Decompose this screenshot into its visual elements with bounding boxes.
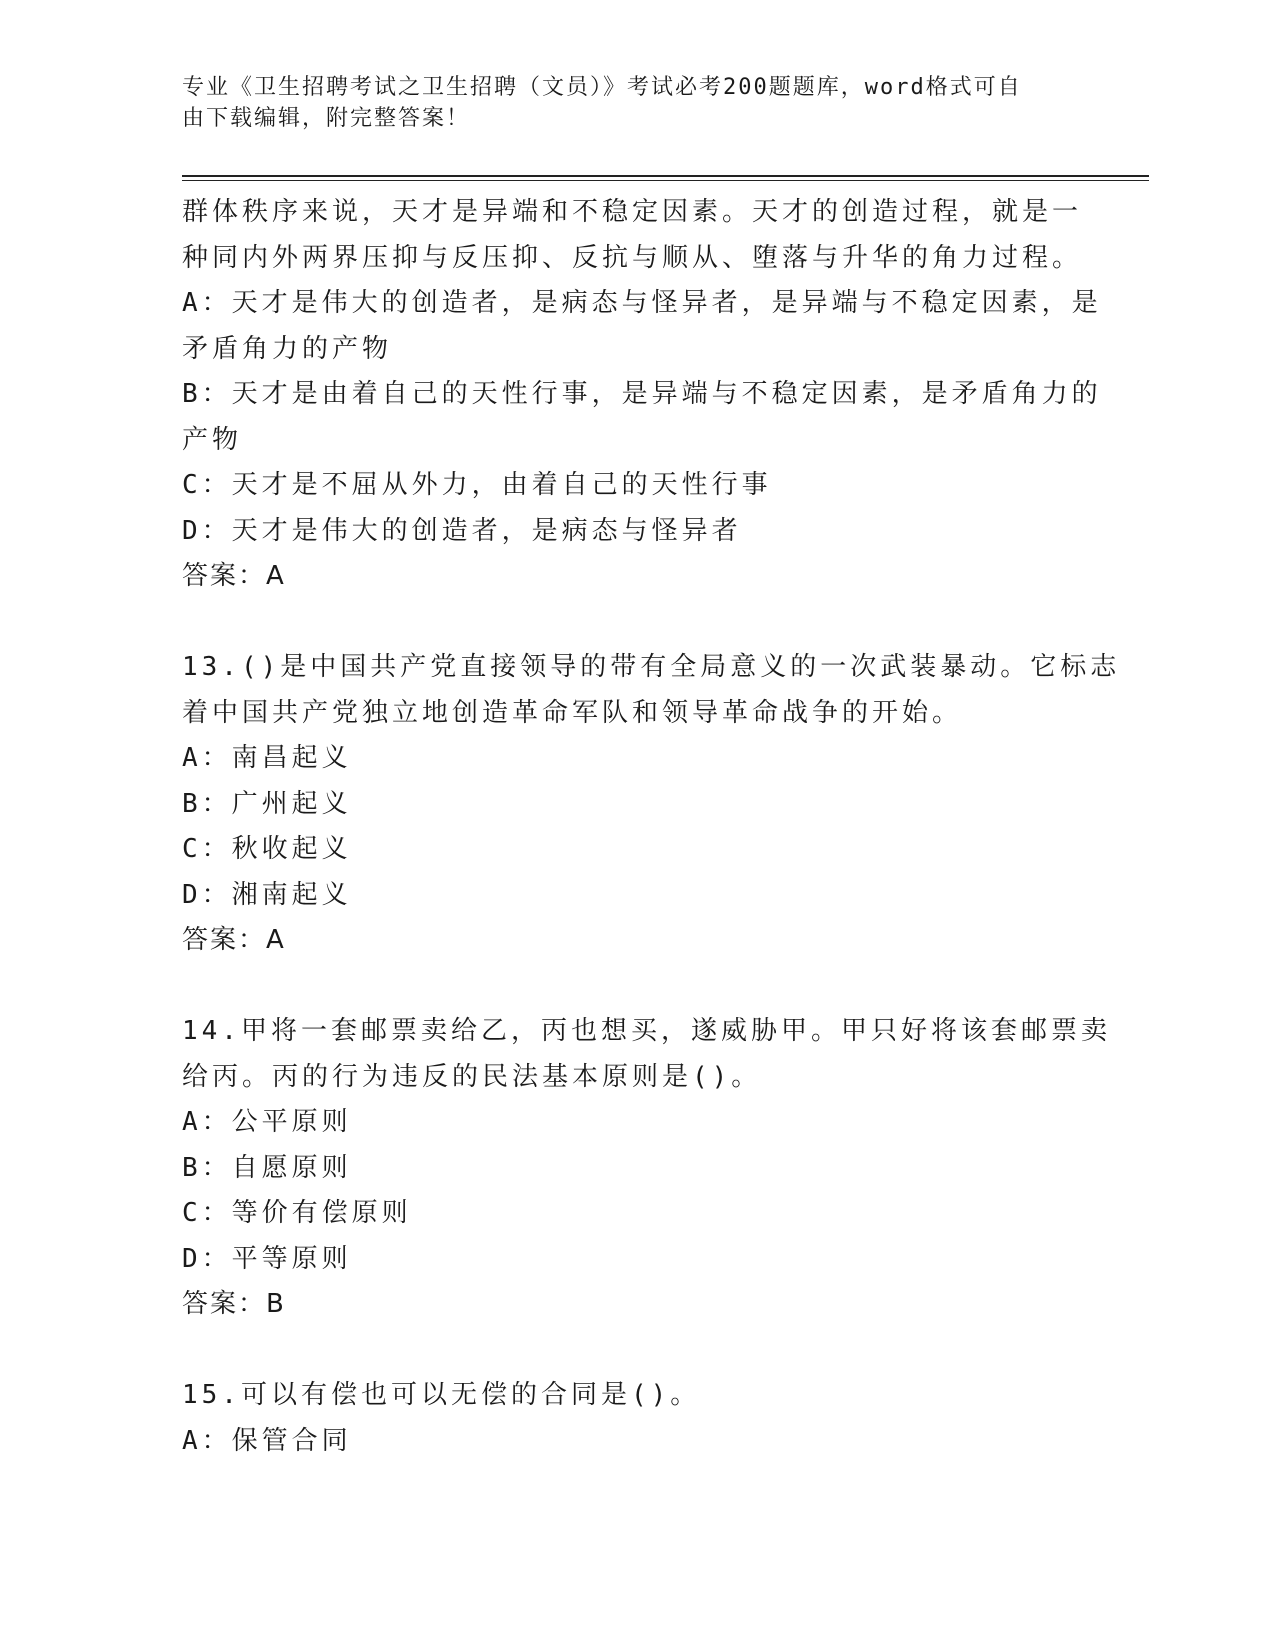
option-b-line: B：天才是由着自己的天性行事，是异端与不稳定因素，是矛盾角力的 xyxy=(182,379,1102,409)
question-spacer xyxy=(182,964,1082,1010)
option-a-line: A：天才是伟大的创造者，是病态与怪异者，是异端与不稳定因素，是 xyxy=(182,288,1102,318)
question-text-line: 种同内外两界压抑与反压抑、反抗与顺从、堕落与升华的角力过程。 xyxy=(182,242,1083,273)
option-d-line: D：天才是伟大的创造者，是病态与怪异者 xyxy=(182,515,742,546)
question-text-line: 群体秩序来说，天才是异端和不稳定因素。天才的创造过程，就是一 xyxy=(182,197,1083,227)
option-a-line: A：保管合同 xyxy=(182,1425,352,1456)
question-14 xyxy=(182,1009,1111,1328)
option-c-line: C：天才是不屈从外力，由着自己的天性行事 xyxy=(182,470,772,500)
option-b-line: 产物 xyxy=(182,424,243,455)
option-b-line: B：自愿原则 xyxy=(182,1152,352,1183)
document-body xyxy=(182,190,1121,1464)
option-a-line: A：公平原则 xyxy=(182,1107,352,1137)
option-b-line: B：广州起义 xyxy=(182,788,352,819)
question-text-line: 15.可以有偿也可以无偿的合同是()。 xyxy=(182,1380,701,1410)
question-spacer xyxy=(182,600,1082,646)
question-text-line: 13.()是中国共产党直接领导的带有全局意义的一次武装暴动。它标志 xyxy=(182,652,1121,682)
header-line-1: 专业《卫生招聘考试之卫生招聘（文员）》考试必考200题题库，word格式可自 xyxy=(182,75,1022,100)
question-13 xyxy=(182,645,1121,964)
header-divider-thin xyxy=(182,180,1149,181)
option-d-line: D：湘南起义 xyxy=(182,879,352,910)
option-c-line: C：秋收起义 xyxy=(182,834,352,864)
question-text-line: 14.甲将一套邮票卖给乙，丙也想买，遂威胁甲。甲只好将该套邮票卖 xyxy=(182,1016,1111,1046)
question-spacer xyxy=(182,1328,1082,1374)
question-text-line: 着中国共产党独立地创造革命军队和领导革命战争的开始。 xyxy=(182,697,963,728)
header-divider-thick xyxy=(182,175,1149,177)
answer-line: 答案：B xyxy=(182,1289,286,1319)
option-a-line: A：南昌起义 xyxy=(182,743,352,773)
header-line-2: 由下载编辑，附完整答案！ xyxy=(182,106,471,131)
option-d-line: D：平等原则 xyxy=(182,1243,352,1274)
answer-line: 答案：A xyxy=(182,561,286,591)
answer-line: 答案：A xyxy=(182,925,286,955)
question-text-line: 给丙。丙的行为违反的民法基本原则是()。 xyxy=(182,1061,762,1092)
option-a-line: 矛盾角力的产物 xyxy=(182,333,393,364)
question-15 xyxy=(182,1373,1082,1464)
page-header xyxy=(182,72,1042,134)
option-c-line: C：等价有偿原则 xyxy=(182,1198,412,1228)
question-12-continuation xyxy=(182,190,1102,600)
